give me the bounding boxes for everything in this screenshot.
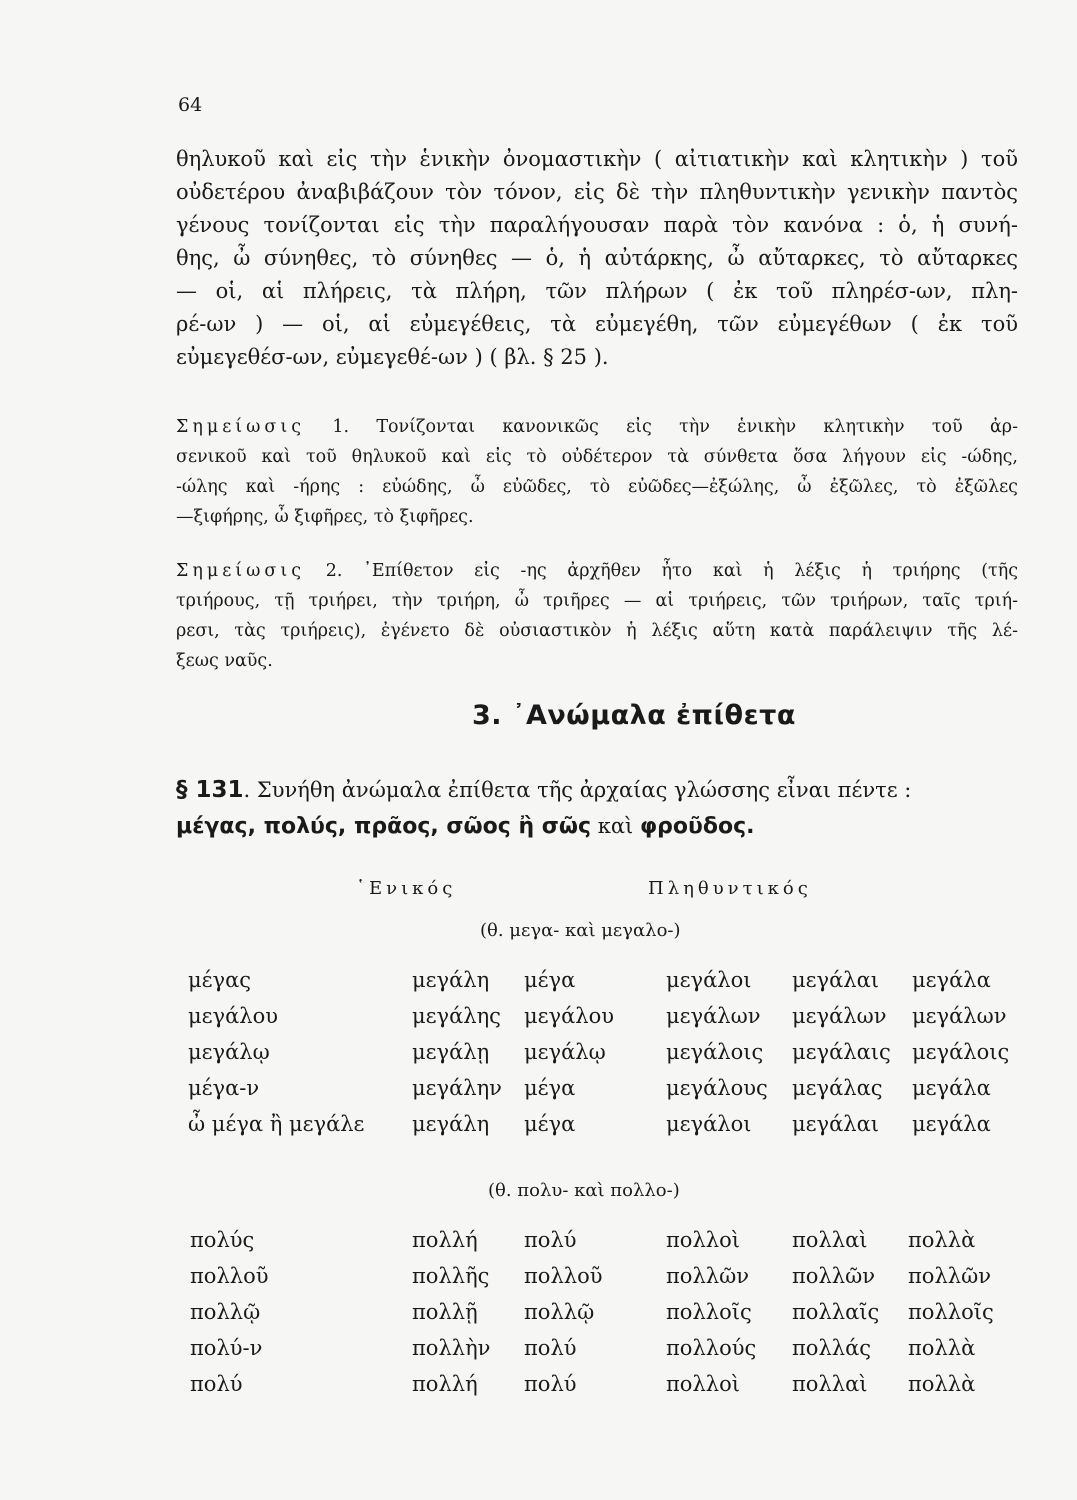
declension-cell: μέγα-ν [188, 1076, 260, 1100]
declension-row [190, 1330, 998, 1366]
declension-cell: μεγάλοις [666, 1040, 764, 1064]
declension-cell: πολλή [412, 1372, 478, 1396]
declension-row [188, 1034, 1009, 1070]
declension-megas [188, 962, 1009, 1142]
declension-cell: πολλοῦ [524, 1264, 603, 1288]
declension-cell: πολλοὶ [666, 1372, 740, 1396]
declension-cell: μέγα [524, 968, 576, 992]
note-text: 2. ᾿Επίθετον εἰς -ης ἀρχῆθεν ἦτο καὶ ἡ λέξις ἡ τριήρης (τῆς [325, 561, 1018, 581]
declension-cell: πολλῶν [666, 1264, 749, 1288]
declension-cell: πολύ [524, 1336, 577, 1360]
paragraph-text: . Συνήθη ἀνώμαλα ἐπίθετα τῆς ἀρχαίας γλώσσης εἶναι πέντε : [243, 778, 912, 802]
declension-cell: πολλῇ [412, 1300, 478, 1324]
declension-cell: πολύ [190, 1372, 243, 1396]
note-line [176, 556, 1018, 586]
declension-cell: πολλαὶ [792, 1372, 868, 1396]
section-sign: § 131 [176, 777, 244, 803]
declension-cell: πολλὴν [412, 1336, 491, 1360]
declension-cell: μεγάλου [188, 1004, 278, 1028]
note-line: —ξιφήρης, ὦ ξιφῆρες, τὸ ξιφῆρες. [176, 507, 474, 527]
declension-row [190, 1294, 998, 1330]
theme-megas: (θ. μεγα- καὶ μεγαλο-) [480, 920, 681, 941]
note-line [176, 412, 1018, 442]
declension-cell: πολλῷ [524, 1300, 595, 1324]
declension-cell: μεγάλης [412, 1004, 501, 1028]
note-2 [176, 556, 1018, 676]
header-plural: Πληθυντικός [648, 878, 812, 899]
declension-cell: πολλὰ [908, 1372, 976, 1396]
note-label: Σημείωσις [176, 561, 306, 581]
conjunction: καὶ [591, 814, 640, 838]
text-line: θηλυκοῦ καὶ εἰς τὴν ἑνικὴν ὀνομαστικὴν ( αἰτιατικὴν καὶ κλητικὴν ) τοῦ [176, 147, 1018, 171]
declension-cell: ὦ μέγα ἢ μεγάλε [188, 1112, 365, 1136]
declension-row [188, 1106, 1009, 1142]
declension-cell: πολύ-ν [190, 1336, 263, 1360]
declension-row [188, 1070, 1009, 1106]
declension-cell: μεγάλοι [666, 968, 752, 992]
declension-cell: πολύ [524, 1372, 577, 1396]
declension-row [190, 1258, 998, 1294]
declension-cell: πολλαῖς [792, 1300, 880, 1324]
declension-cell: μεγάλα [912, 1112, 991, 1136]
declension-cell: μεγάλοις [912, 1040, 1010, 1064]
declension-cell: μέγας [188, 968, 252, 992]
declension-cell: μεγάλαι [792, 1112, 879, 1136]
adjective-last: φροῦδος [639, 814, 747, 839]
note-line: ρεσι, τὰς τριήρεις), ἐγένετο δὲ οὐσιαστικὸν ἡ λέξις αὕτη κατὰ παράλειψιν τῆς λέ- [176, 621, 1018, 641]
note-line: ξεως ναῦς. [176, 651, 273, 671]
declension-cell: πολλὰ [908, 1228, 976, 1252]
period: . [746, 814, 755, 839]
declension-cell: πολλοῖς [666, 1300, 752, 1324]
text-line: — οἱ, αἱ πλήρεις, τὰ πλήρη, τῶν πλήρων ( ἐκ τοῦ πληρέσ-ων, πλη- [176, 279, 1018, 303]
declension-cell: μεγάλῳ [188, 1040, 270, 1064]
declension-cell: πολλοῦ [190, 1264, 269, 1288]
declension-cell: πολλῆς [412, 1264, 490, 1288]
declension-cell: μεγάλα [912, 1076, 991, 1100]
text-line: γένους τονίζονται εἰς τὴν παραλήγουσαν παρὰ τὸν κανόνα : ὁ, ἡ συνή- [176, 213, 1018, 237]
declension-row [190, 1366, 998, 1402]
declension-cell: μεγάλη [412, 968, 490, 992]
declension-cell: μεγάλην [412, 1076, 502, 1100]
declension-cell: πολύ [524, 1228, 577, 1252]
declension-cell: μεγάλαι [792, 968, 879, 992]
note-1 [176, 412, 1018, 532]
text-line: οὐδετέρου ἀναβιβάζουν τὸν τόνον, εἰς δὲ τὴν πληθυντικὴν γενικὴν παντὸς [176, 180, 1018, 204]
theme-polys: (θ. πολυ- καὶ πολλο-) [488, 1180, 680, 1201]
declension-cell: μεγάλη [412, 1112, 490, 1136]
declension-cell: μεγάλῃ [412, 1040, 490, 1064]
note-line: τριήρους, τῇ τριήρει, τὴν τριήρη, ὦ τριῆρες — αἱ τριήρεις, τῶν τριήρων, ταῖς τριή- [176, 591, 1018, 611]
note-text: 1. Τονίζονται κανονικῶς εἰς τὴν ἑνικὴν κλητικὴν τοῦ ἀρ- [332, 417, 1018, 437]
declension-cell: πολλοὶ [666, 1228, 740, 1252]
declension-cell: πολύς [190, 1228, 255, 1252]
page-number: 64 [178, 94, 203, 116]
declension-cell: μεγάλαις [792, 1040, 891, 1064]
section-title: 3. ᾿Ανώμαλα ἐπίθετα [472, 700, 796, 731]
declension-cell: πολλῶν [792, 1264, 875, 1288]
declension-cell: πολλούς [666, 1336, 757, 1360]
declension-polys [190, 1222, 998, 1402]
declension-row [190, 1222, 998, 1258]
declension-cell: μεγάλου [524, 1004, 614, 1028]
note-label: Σημείωσις [176, 417, 306, 437]
declension-cell: πολλὰ [908, 1336, 976, 1360]
text-line: εὐμεγεθέσ-ων, εὐμεγεθέ-ων ) ( βλ. § 25 ). [176, 345, 609, 369]
note-line: σενικοῦ καὶ τοῦ θηλυκοῦ καὶ εἰς τὸ οὐδέτερον τὰ σύνθετα ὅσα λήγουν εἰς -ώδης, [176, 447, 1018, 467]
declension-cell: μεγάλα [912, 968, 991, 992]
declension-cell: μεγάλων [912, 1004, 1007, 1028]
declension-cell: μέγα [524, 1076, 576, 1100]
declension-cell: πολλή [412, 1228, 478, 1252]
declension-cell: μεγάλους [666, 1076, 768, 1100]
declension-cell: πολλαὶ [792, 1228, 868, 1252]
declension-cell: πολλῶν [908, 1264, 991, 1288]
header-singular: ῾Ενικός [356, 878, 457, 899]
declension-cell: μεγάλων [792, 1004, 887, 1028]
adjective-list: μέγας, πολύς, πρᾶος, σῶος ἢ σῶς [176, 814, 592, 839]
declension-cell: πολλοῖς [908, 1300, 994, 1324]
declension-row [188, 998, 1009, 1034]
declension-cell: μεγάλοι [666, 1112, 752, 1136]
note-line: -ώλης καὶ -ήρης : εὐώδης, ὦ εὐῶδες, τὸ εὐῶδες—ἐξώλης, ὦ ἐξῶλες, τὸ ἐξῶλες [176, 477, 1018, 497]
declension-cell: μέγα [524, 1112, 576, 1136]
declension-cell: μεγάλων [666, 1004, 761, 1028]
text-line: ρέ-ων ) — οἱ, αἱ εὐμεγέθεις, τὰ εὐμεγέθη, τῶν εὐμεγέθων ( ἐκ τοῦ [176, 312, 1018, 336]
declension-row [188, 962, 1009, 998]
declension-cell: μεγάλῳ [524, 1040, 606, 1064]
declension-cell: πολλῷ [190, 1300, 261, 1324]
text-line: θης, ὦ σύνηθες, τὸ σύνηθες — ὁ, ἡ αὐτάρκης, ὦ αὔταρκες, τὸ αὔταρκες [176, 246, 1018, 270]
declension-cell: μεγάλας [792, 1076, 883, 1100]
intro-paragraph [176, 143, 1018, 374]
declension-cell: πολλάς [792, 1336, 872, 1360]
paragraph-131 [176, 772, 1018, 845]
